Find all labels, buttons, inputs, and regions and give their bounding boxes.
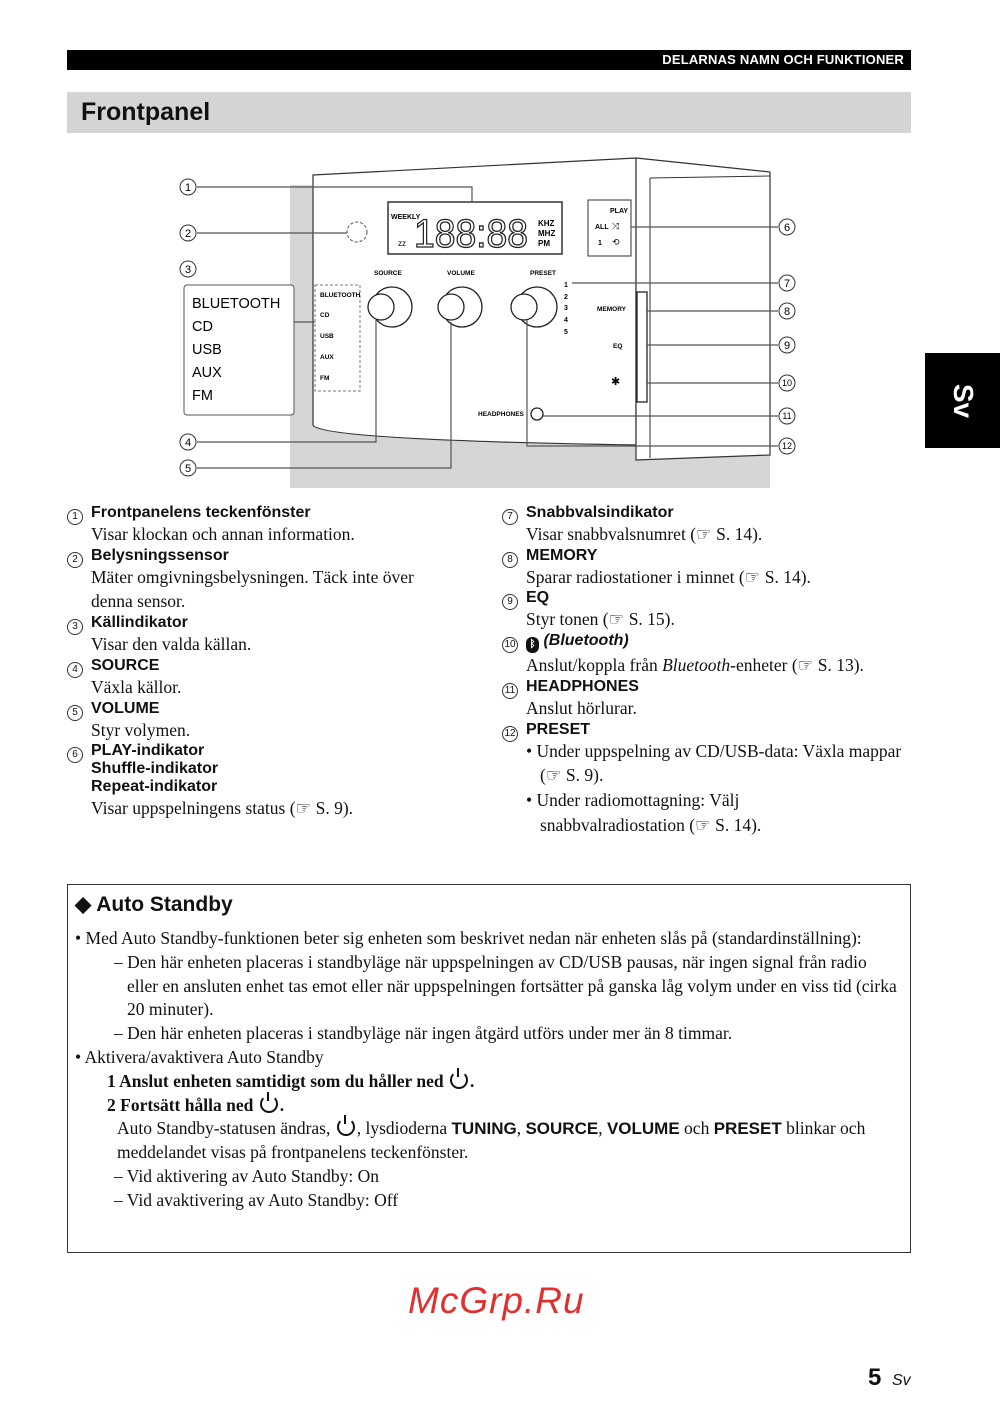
front-panel-diagram [0, 150, 1000, 495]
list-item: 12 PRESET • Under uppspelning av CD/USB-data: Växla mappar (☞ S. 9). • Under radiomottagning: Välj snabbvalradiostation (☞ S. 14). [502, 721, 907, 838]
bluetooth-icon: ᛒ [526, 637, 539, 653]
repeat-icon: ⟲ [612, 237, 620, 247]
volume-knob-cap [438, 294, 464, 320]
eq-button-label: EQ [613, 343, 623, 350]
svg-text:6: 6 [783, 222, 791, 234]
callout-8 [779, 303, 795, 319]
preset-2: 2 [564, 294, 568, 301]
svg-text:7: 7 [783, 278, 791, 290]
list-item: 5 VOLUME Styr volymen. [67, 700, 467, 743]
callout-10 [779, 375, 795, 391]
unit-khz: KHZ [538, 219, 555, 228]
headphones-jack [531, 408, 543, 420]
display-digits: 188:88 [414, 212, 528, 256]
source-usb: USB [192, 342, 222, 358]
memory-button-label: MEMORY [597, 306, 627, 313]
preset-3: 3 [564, 305, 568, 312]
svg-text:5: 5 [184, 463, 192, 475]
preset-knob-cap [511, 294, 537, 320]
auto-standby-box: ◆ Auto Standby • Med Auto Standby-funktionen beter sig enheten som beskrivet nedan när enheten slås på (standardinställning): – Den här enheten placeras i standbyläge när uppspelningen av CD/USB pausas, när ingen signal från radio eller en ansluten enhet tas emot eller när uppspelningen fortsätter på ganska låg volym under en viss tid (cirka 20 minuter). – Den här enheten placeras i standbyläge när ingen åtgärd utförs under mer än 8 timmar. • Aktivera/avaktivera Auto Standby 1 Anslut enheten samtidigt som du håller ned . 2 Fortsätt hålla ned . Auto Standby-statusen ändras, , lysdioderna TUNING, SOURCE, VOLUME och PRESET blinkar och meddelandet visas på frontpanelens teckenfönster. – Vid aktivering av Auto Standby: On – Vid avaktivering av Auto Standby: Off [67, 884, 911, 1253]
power-icon [337, 1118, 355, 1136]
list-item: 3 Källindikator Visar den valda källan. [67, 614, 467, 657]
display-zz: zz [398, 239, 406, 248]
led-fm: FM [320, 375, 330, 382]
power-icon [260, 1095, 278, 1113]
led-usb: USB [320, 333, 334, 340]
list-item: 11 HEADPHONES Anslut hörlurar. [502, 678, 907, 721]
svg-text:10: 10 [781, 378, 793, 388]
watermark: McGrp.Ru [408, 1280, 585, 1321]
callout-6 [779, 219, 795, 235]
section-header: DELARNAS NAMN OCH FUNKTIONER [67, 50, 911, 70]
preset-knob-label: PRESET [530, 270, 557, 277]
callout-7 [779, 275, 795, 291]
right-descriptions [502, 504, 907, 837]
led-cd: CD [320, 312, 330, 319]
one-label: 1 [598, 240, 602, 247]
display-weekly: WEEKLY [391, 214, 421, 221]
list-item: 10 ᛒ (Bluetooth) Anslut/koppla från Bluetooth-enheter (☞ S. 13). [502, 632, 907, 678]
list-item: 7 Snabbvalsindikator Visar snabbvalsnumret (☞ S. 14). [502, 504, 907, 547]
svg-text:2: 2 [184, 228, 192, 240]
device-side [636, 158, 770, 460]
list-item: 4 SOURCE Växla källor. [67, 657, 467, 700]
svg-text:4: 4 [184, 437, 192, 449]
led-aux: AUX [320, 354, 334, 361]
auto-standby-heading: ◆ Auto Standby [75, 893, 233, 916]
list-item: 9 EQ Styr tonen (☞ S. 15). [502, 589, 907, 632]
list-item: 6 PLAY-indikator Shuffle-indikator Repeat-indikator Visar uppspelningens status (☞ S. 9). [67, 742, 467, 821]
side-buttons [637, 292, 647, 402]
source-aux: AUX [192, 365, 222, 381]
svg-text:1: 1 [184, 182, 192, 194]
bullet-item: • Under uppspelning av CD/USB-data: Växla mappar (☞ S. 9). [526, 740, 902, 786]
list-item: 1 Frontpanelens teckenfönster Visar klockan och annan information. [67, 504, 467, 547]
bluetooth-icon: ✱ [611, 376, 621, 388]
power-icon [450, 1071, 468, 1089]
page-number: 5 [868, 1364, 882, 1391]
language-tab-label: Sv [947, 383, 979, 418]
preset-1: 1 [564, 282, 568, 289]
led-bluetooth: BLUETOOTH [320, 292, 361, 299]
preset-5: 5 [564, 329, 568, 336]
unit-pm: PM [538, 239, 550, 248]
bullet-item: • Under radiomottagning: Välj snabbvalradiostation (☞ S. 14). [526, 789, 762, 835]
page-title: Frontpanel [81, 98, 211, 126]
left-descriptions [67, 504, 467, 821]
svg-text:3: 3 [184, 264, 192, 276]
source-fm: FM [192, 388, 213, 404]
callout-12 [779, 438, 795, 454]
svg-text:12: 12 [781, 441, 793, 451]
all-label: ALL [595, 224, 609, 231]
callout-3 [180, 261, 196, 277]
list-item: 8 MEMORY Sparar radiostationer i minnet (☞ S. 14). [502, 547, 907, 590]
callout-5 [180, 460, 196, 476]
page-language: Sv [892, 1372, 911, 1389]
source-bluetooth: BLUETOOTH [192, 296, 281, 312]
shuffle-icon: ⤨ [612, 221, 620, 231]
callout-11 [779, 408, 795, 424]
title-box [67, 92, 911, 133]
source-knob-cap [368, 294, 394, 320]
svg-text:11: 11 [782, 411, 792, 421]
callout-9 [779, 337, 795, 353]
svg-text:9: 9 [783, 340, 791, 352]
callout-4 [180, 434, 196, 450]
preset-4: 4 [564, 317, 568, 324]
list-item: 2 Belysningssensor Mäter omgivningsbelysningen. Täck inte över denna sensor. [67, 547, 467, 614]
unit-mhz: MHZ [538, 229, 556, 238]
source-knob-label: SOURCE [374, 270, 402, 277]
play-label: PLAY [610, 208, 629, 215]
callout-1 [180, 179, 196, 195]
svg-text:8: 8 [783, 306, 791, 318]
volume-knob-label: VOLUME [447, 270, 475, 277]
headphones-label: HEADPHONES [478, 411, 524, 418]
source-cd: CD [192, 319, 213, 335]
callout-2 [180, 225, 196, 241]
